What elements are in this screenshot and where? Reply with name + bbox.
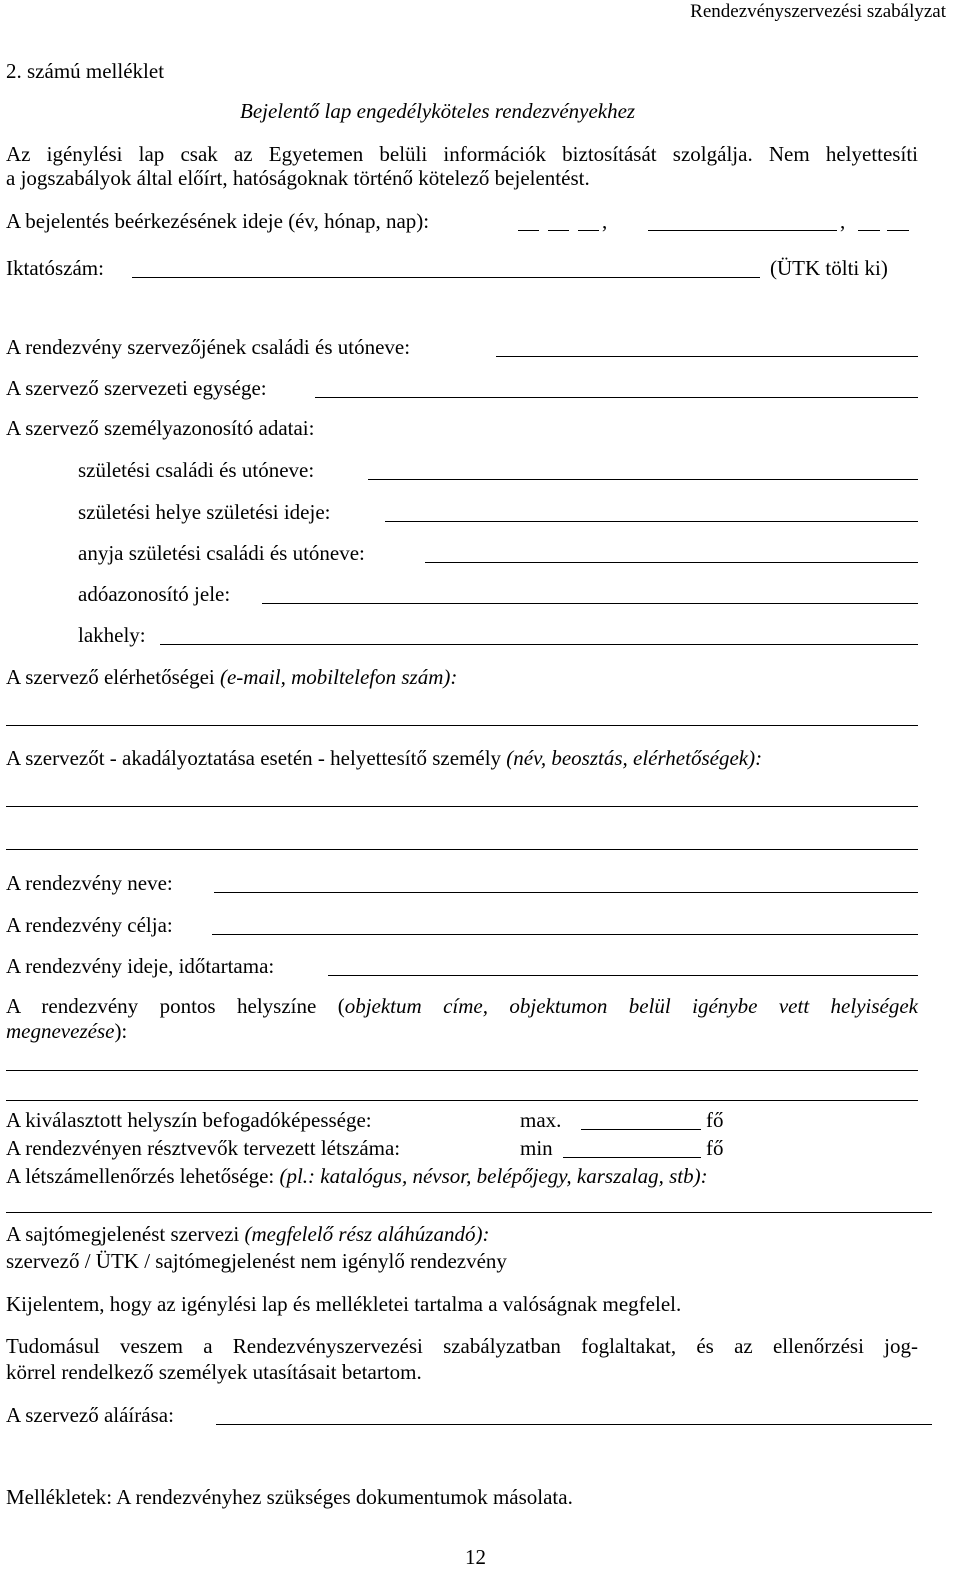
- capacity-field[interactable]: [581, 1129, 701, 1130]
- intro-line-1: Az igénylési lap csak az Egyetemen belüli információk biztosítását szolgálja. Nem helyettesíti: [6, 142, 918, 166]
- headcount-hint: (pl.: katalógus, névsor, belépőjegy, karszalag, stb):: [279, 1164, 708, 1188]
- venue-field-2[interactable]: [6, 1100, 918, 1101]
- arrival-day-blank-1[interactable]: [858, 230, 880, 231]
- press-label-text: A sajtómegjelenést szervezi: [6, 1222, 240, 1246]
- event-time-label: A rendezvény ideje, időtartama:: [6, 954, 275, 978]
- acknowledge-line-2: körrel rendelkező személyek utasításait betartom.: [6, 1360, 422, 1384]
- arrival-comma-1: ,: [602, 209, 608, 233]
- arrival-year-blank-3[interactable]: [578, 230, 599, 231]
- substitute-field-1[interactable]: [6, 806, 918, 807]
- mother-name-field[interactable]: [425, 562, 918, 563]
- arrival-month-blank[interactable]: [648, 230, 837, 231]
- venue-hint: objektum címe, objektumon belül igénybe vett helyiségek: [344, 994, 918, 1018]
- event-name-label: A rendezvény neve:: [6, 871, 173, 895]
- running-header: Rendezvényszervezési szabályzat: [690, 1, 946, 22]
- attendance-field[interactable]: [563, 1157, 701, 1158]
- annex-title: 2. számú melléklet: [6, 59, 165, 83]
- tax-id-field[interactable]: [262, 603, 918, 604]
- address-label: lakhely:: [78, 623, 146, 647]
- press-label: [6, 1224, 489, 1245]
- venue-label: [6, 996, 918, 1017]
- substitute-label: [6, 748, 762, 769]
- arrival-year-blank-2[interactable]: [548, 230, 569, 231]
- event-time-field[interactable]: [328, 975, 918, 976]
- organizer-unit-field[interactable]: [315, 397, 918, 398]
- registry-number-field[interactable]: [132, 277, 760, 278]
- page-number: 12: [465, 1545, 486, 1569]
- organizer-name-field[interactable]: [496, 356, 918, 357]
- form-title: Bejelentő lap engedélyköteles rendezvényekhez: [240, 99, 636, 123]
- arrival-date-label: A bejelentés beérkezésének ideje (év, hónap, nap):: [6, 209, 430, 233]
- event-purpose-label: A rendezvény célja:: [6, 913, 173, 937]
- venue-hint-2: megnevezése: [6, 1019, 115, 1043]
- arrival-comma-2: ,: [840, 209, 846, 233]
- mother-name-label: anyja születési családi és utóneve:: [78, 541, 365, 565]
- birth-place-date-label: születési helye születési ideje:: [78, 500, 331, 524]
- substitute-field-2[interactable]: [6, 849, 918, 850]
- capacity-label: A kiválasztott helyszín befogadóképessége:: [6, 1108, 372, 1132]
- attendance-label: A rendezvényen résztvevők tervezett létszáma:: [6, 1136, 401, 1160]
- signature-field[interactable]: [216, 1424, 932, 1425]
- arrival-day-blank-2[interactable]: [887, 230, 909, 231]
- headcount-label-text: A létszámellenőrzés lehetősége:: [6, 1164, 275, 1188]
- declaration: Kijelentem, hogy az igénylési lap és mellékletei tartalma a valóságnak megfelel.: [6, 1292, 682, 1316]
- organizer-id-label: A szervező személyazonosító adatai:: [6, 416, 315, 440]
- intro-line-2: a jogszabályok által előírt, hatóságoknak történő kötelező bejelentést.: [6, 166, 590, 190]
- contacts-label: [6, 667, 457, 688]
- venue-label-text: A rendezvény pontos helyszíne (: [6, 994, 345, 1018]
- capacity-prefix: max.: [520, 1108, 562, 1132]
- event-purpose-field[interactable]: [212, 934, 918, 935]
- contacts-field[interactable]: [6, 725, 918, 726]
- press-options[interactable]: szervező / ÜTK / sajtómegjelenést nem igénylő rendezvény: [6, 1249, 507, 1273]
- organizer-unit-label: A szervező szervezeti egysége:: [6, 376, 267, 400]
- substitute-hint: (név, beosztás, elérhetőségek):: [506, 746, 763, 770]
- birth-name-field[interactable]: [368, 479, 918, 480]
- venue-field-1[interactable]: [6, 1070, 918, 1071]
- birth-place-date-field[interactable]: [385, 521, 918, 522]
- birth-name-label: születési családi és utóneve:: [78, 458, 315, 482]
- attachments-note: Mellékletek: A rendezvényhez szükséges dokumentumok másolata.: [6, 1485, 573, 1509]
- headcount-field[interactable]: [6, 1212, 932, 1213]
- venue-end: ):: [114, 1019, 128, 1043]
- substitute-label-text: A szervezőt - akadályoztatása esetén - helyettesítő személy: [6, 746, 502, 770]
- press-hint: (megfelelő rész aláhúzandó):: [244, 1222, 490, 1246]
- registry-note: (ÜTK tölti ki): [770, 256, 888, 280]
- signature-label: A szervező aláírása:: [6, 1403, 174, 1427]
- acknowledge-line-1: Tudomásul veszem a Rendezvényszervezési szabályzatban foglaltakat, és az ellenőrzési jog-: [6, 1334, 918, 1358]
- registry-label: Iktatószám:: [6, 256, 104, 280]
- organizer-name-label: A rendezvény szervezőjének családi és utóneve:: [6, 335, 411, 359]
- contacts-hint: (e-mail, mobiltelefon szám):: [219, 665, 458, 689]
- arrival-year-blank-1[interactable]: [518, 230, 539, 231]
- attendance-unit: fő: [706, 1136, 724, 1160]
- capacity-unit: fő: [706, 1108, 724, 1132]
- event-name-field[interactable]: [214, 892, 918, 893]
- tax-id-label: adóazonosító jele:: [78, 582, 231, 606]
- contacts-label-text: A szervező elérhetőségei: [6, 665, 215, 689]
- venue-label-line-2: [6, 1021, 127, 1042]
- headcount-label: [6, 1166, 708, 1187]
- address-field[interactable]: [160, 644, 918, 645]
- attendance-prefix: min: [520, 1136, 553, 1160]
